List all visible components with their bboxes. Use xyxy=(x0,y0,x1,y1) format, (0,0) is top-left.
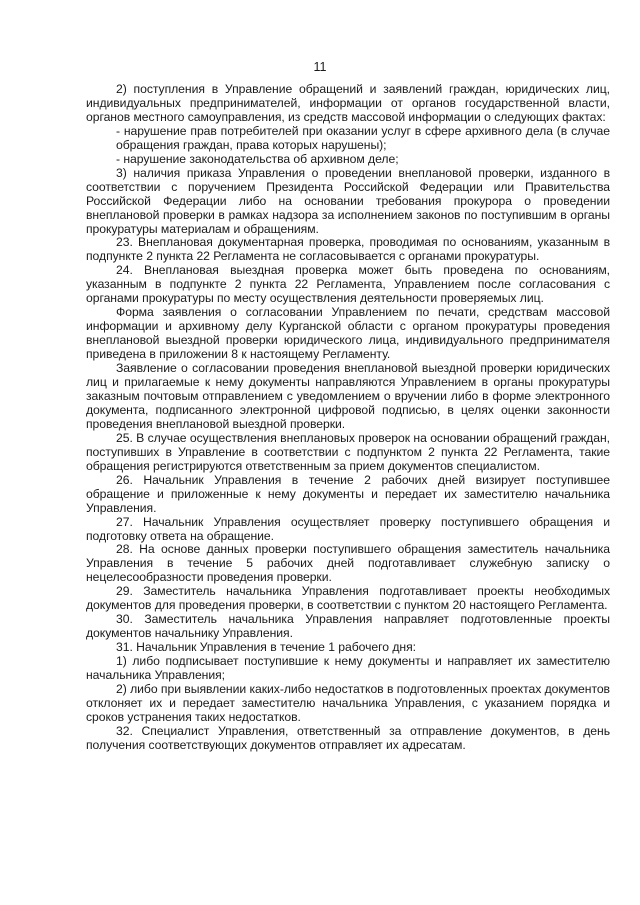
paragraph-25: 25. В случае осуществления внеплановых проверок на основании обращений граждан, поступивших в Управление в соответствии с подпунктом 2 пункта 22 Регламента, такие обращения регистрируются ответственным за прием документов специалистом. xyxy=(86,430,610,473)
paragraph-31-option-1: 1) либо подписывает поступившие к нему документы и направляет их заместителю начальника Управления; xyxy=(86,654,610,683)
paragraph-application-sending: Заявление о согласовании проведения внеплановой выездной проверки юридических лиц и прилагаемые к нему документы направляются Управлением в органы прокуратуры заказным почтовым отправлением с уведомлением о вручении либо в форме электронного документа, подписанного электронной цифровой подписью, в целях оценки законности проведения внеплановой выездной проверки. xyxy=(86,361,610,431)
paragraph-item-2: 2) поступления в Управление обращений и заявлений граждан, юридических лиц, индивидуальных предпринимателей, информации от органов государственной власти, органов местного самоуправления, из средств массовой информации о следующих фактах: xyxy=(86,82,610,124)
paragraph-31: 31. Начальник Управления в течение 1 рабочего дня: xyxy=(116,640,416,655)
paragraph-24: 24. Внеплановая выездная проверка может быть проведена по основаниям, указанным в подпункте 2 пункта 22 Регламента, Управлением после согласования с органами прокуратуры по месту осуществления деятельности проверяемых лиц. xyxy=(86,263,610,306)
paragraph-29: 29. Заместитель начальника Управления подготавливает проекты необходимых документов для проведения проверки, в соответствии с пунктом 20 настоящего Регламента. xyxy=(86,584,610,613)
paragraph-23: 23. Внеплановая документарная проверка, проводимая по основаниям, указанным в подпункте 2 пункта 22 Регламента не согласовывается с органами прокуратуры. xyxy=(86,235,610,264)
paragraph-item-3: 3) наличия приказа Управления о проведении внеплановой проверки, изданного в соответствии с поручением Президента Российской Федерации или Правительства Российской Федерации либо на основании требования прокурора о проведении внеплановой проверки в рамках надзора за исполнением законов по поступившим в органы прокуратуры материалам и обращениям. xyxy=(86,165,610,236)
paragraph-32: 32. Специалист Управления, ответственный за отправление документов, в день получения соответствующих документов отправляет их адресатам. xyxy=(86,723,610,752)
regulation-text xyxy=(86,83,610,753)
paragraph-27: 27. Начальник Управления осуществляет проверку поступившего обращения и подготовку ответа на обращение. xyxy=(86,514,610,543)
paragraph-bullet-consumer-rights: - нарушение прав потребителей при оказании услуг в сфере архивного дела (в случае обращения граждан, права которых нарушены); xyxy=(116,123,610,152)
page-number: 11 xyxy=(313,60,327,74)
paragraph-application-form: Форма заявления о согласовании Управлением по печати, средствам массовой информации и архивному делу Курганской области с органом прокуратуры проведения внеплановой выездной проверки юридического лица, индивидуального предпринимателя приведена в приложении 8 к настоящему Регламенту. xyxy=(86,305,610,362)
paragraph-bullet-archive-law: - нарушение законодательства об архивном деле; xyxy=(116,151,399,166)
paragraph-30: 30. Заместитель начальника Управления направляет подготовленные проекты документов начальнику Управления. xyxy=(86,612,610,641)
paragraph-28: 28. На основе данных проверки поступившего обращения заместитель начальника Управления в течение 5 рабочих дней подготавливает служебную записку о нецелесообразности проведения проверки. xyxy=(86,542,610,585)
paragraph-31-option-2: 2) либо при выявлении каких-либо недостатков в подготовленных проектах документов отклоняет их и передает заместителю начальника Управления, с указанием порядка и сроков устранения таких недостатков. xyxy=(86,681,610,724)
paragraph-26: 26. Начальник Управления в течение 2 рабочих дней визирует поступившее обращение и приложенные к нему документы и передает их заместителю начальника Управления. xyxy=(86,472,610,515)
